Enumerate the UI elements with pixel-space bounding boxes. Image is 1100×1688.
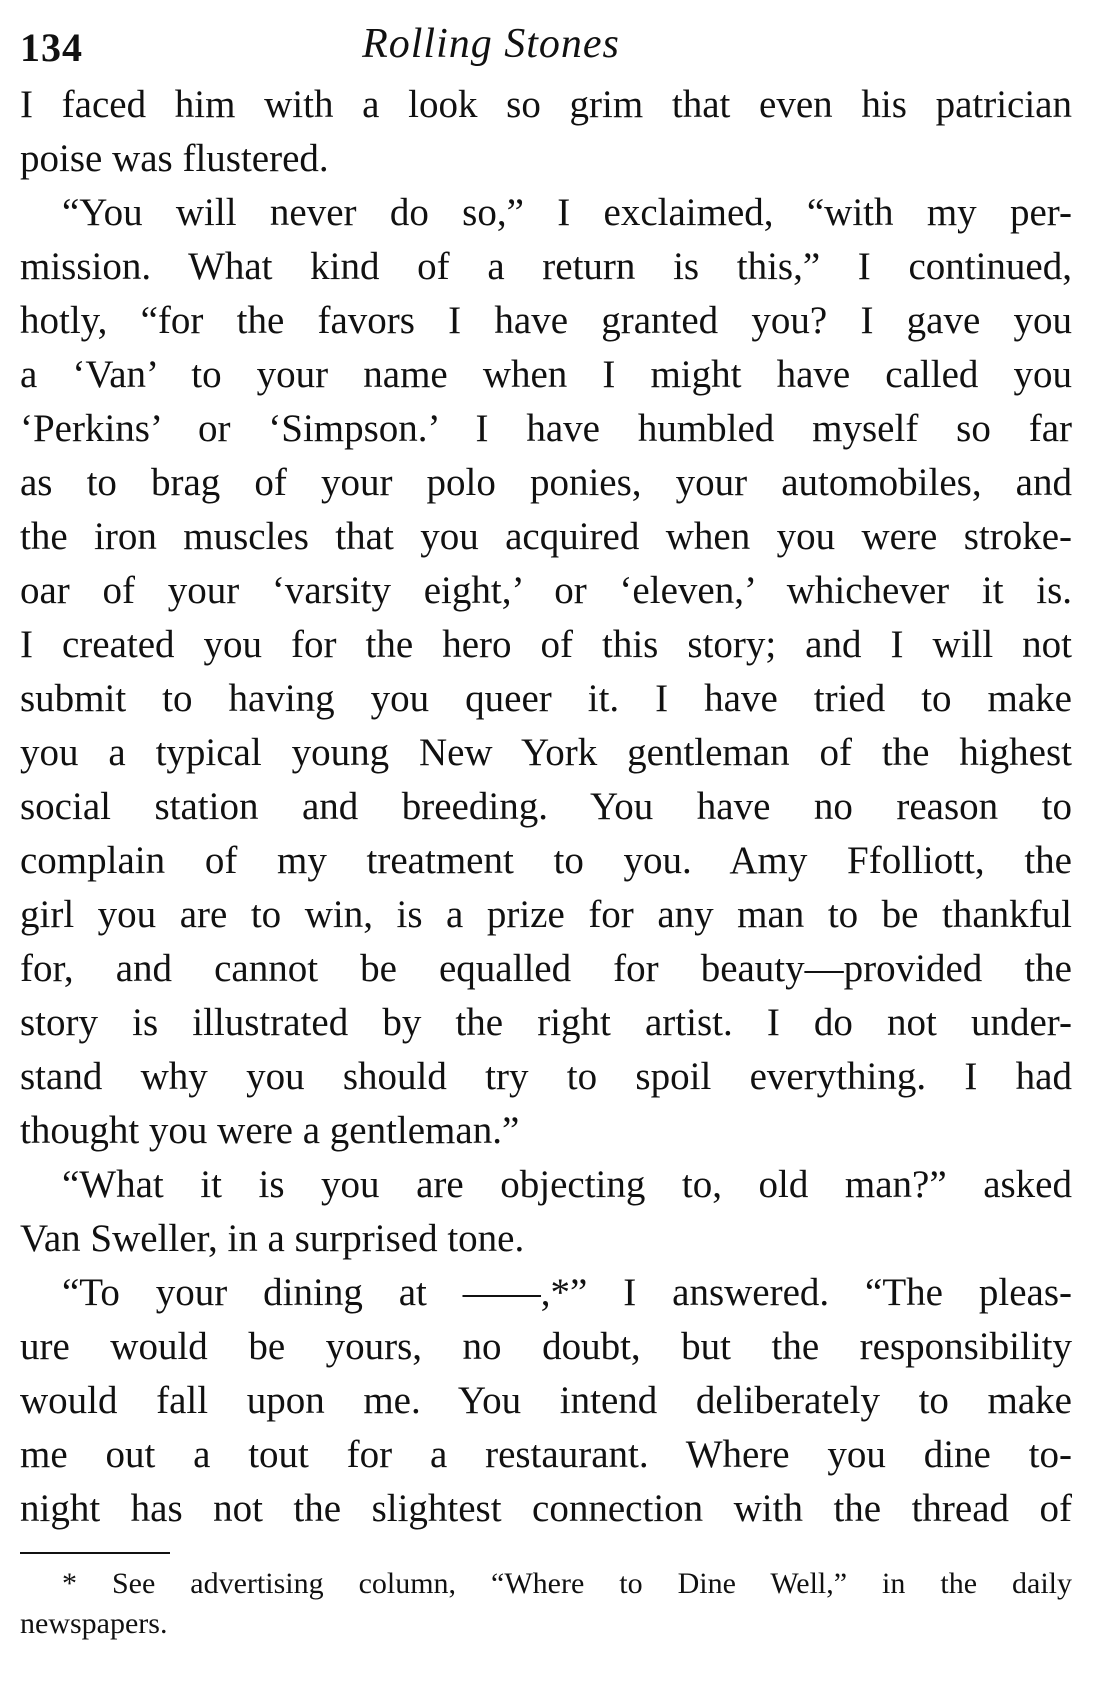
- text-line: mission. What kind of a return is this,” I continued,: [20, 245, 1072, 288]
- text-line: story is illustrated by the right artist. I do not under-: [20, 1001, 1072, 1044]
- footnote: [20, 1564, 1072, 1644]
- text-line: oar of your ‘varsity eight,’ or ‘eleven,’ whichever it is.: [20, 569, 1072, 612]
- text-line: “What it is you are objecting to, old man?” asked: [62, 1163, 1072, 1206]
- text-line: complain of my treatment to you. Amy Ffolliott, the: [20, 839, 1072, 882]
- book-page: [20, 14, 1072, 1644]
- text-line: the iron muscles that you acquired when you were stroke-: [20, 515, 1072, 558]
- running-head: Rolling Stones: [362, 21, 620, 67]
- text-line: submit to having you queer it. I have tried to make: [20, 677, 1072, 720]
- text-line: hotly, “for the favors I have granted you? I gave you: [20, 299, 1072, 342]
- footnote-line: newspapers.: [20, 1607, 168, 1640]
- text-line: ‘Perkins’ or ‘Simpson.’ I have humbled myself so far: [20, 407, 1072, 450]
- page-header: [20, 14, 1072, 78]
- text-line: I created you for the hero of this story; and I will not: [20, 623, 1072, 666]
- text-line: “To your dining at ——,*” I answered. “The pleas-: [62, 1271, 1072, 1314]
- footnote-line: * See advertising column, “Where to Dine Well,” in the daily: [62, 1567, 1072, 1600]
- text-line: I faced him with a look so grim that even his patrician: [20, 83, 1072, 126]
- text-line: for, and cannot be equalled for beauty—provided the: [20, 947, 1072, 990]
- text-line: stand why you should try to spoil everything. I had: [20, 1055, 1072, 1098]
- text-line: social station and breeding. You have no reason to: [20, 785, 1072, 828]
- text-line: as to brag of your polo ponies, your automobiles, and: [20, 461, 1072, 504]
- text-line: “You will never do so,” I exclaimed, “with my per-: [62, 191, 1072, 234]
- text-line: Van Sweller, in a surprised tone.: [20, 1217, 525, 1260]
- text-line: girl you are to win, is a prize for any man to be thankful: [20, 893, 1072, 936]
- text-line: thought you were a gentleman.”: [20, 1109, 520, 1152]
- text-line: poise was flustered.: [20, 137, 329, 180]
- text-line: ure would be yours, no doubt, but the responsibility: [20, 1325, 1072, 1368]
- footnote-rule: [20, 1552, 170, 1554]
- text-line: you a typical young New York gentleman of the highest: [20, 731, 1072, 774]
- text-line: me out a tout for a restaurant. Where you dine to-: [20, 1433, 1072, 1476]
- text-line: night has not the slightest connection with the thread of: [20, 1487, 1072, 1530]
- page-number: 134: [20, 25, 83, 70]
- text-line: a ‘Van’ to your name when I might have called you: [20, 353, 1072, 396]
- text-line: would fall upon me. You intend deliberately to make: [20, 1379, 1072, 1422]
- body-text: [20, 78, 1072, 1536]
